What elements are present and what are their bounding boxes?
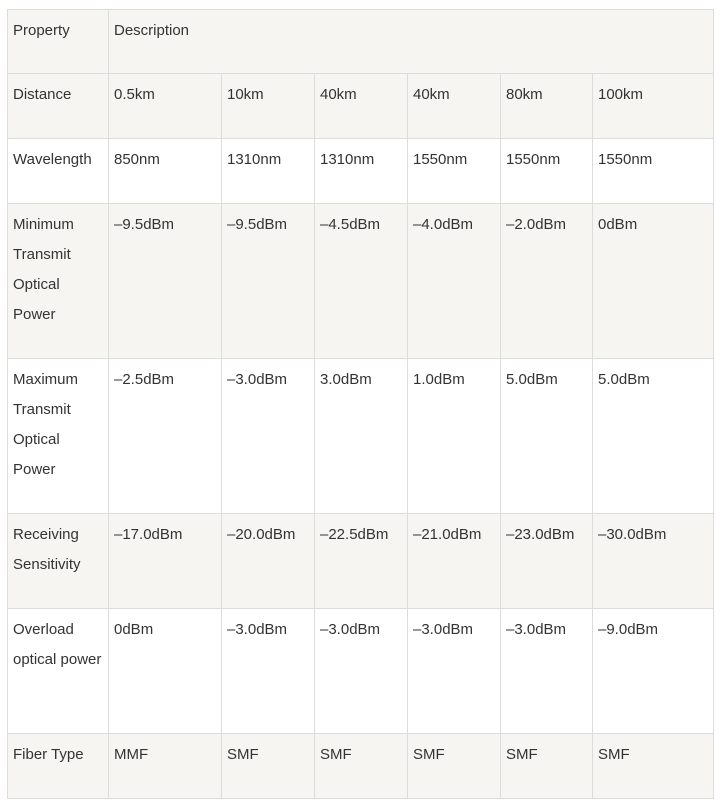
table-cell: 1310nm bbox=[315, 139, 408, 204]
table-cell: –4.0dBm bbox=[408, 204, 501, 359]
table-cell: –2.5dBm bbox=[109, 359, 222, 514]
row-label: Fiber Type bbox=[8, 734, 109, 799]
table-row-wavelength bbox=[8, 139, 714, 204]
table-cell: –3.0dBm bbox=[222, 359, 315, 514]
table-cell: 1550nm bbox=[501, 139, 593, 204]
table-cell: 5.0dBm bbox=[501, 359, 593, 514]
table-cell: 100km bbox=[593, 74, 714, 139]
table-cell: –9.5dBm bbox=[109, 204, 222, 359]
header-cell-description: Description bbox=[109, 10, 714, 74]
table-cell: –20.0dBm bbox=[222, 514, 315, 609]
table-cell: –3.0dBm bbox=[408, 609, 501, 734]
table-cell: 40km bbox=[408, 74, 501, 139]
table-cell: SMF bbox=[408, 734, 501, 799]
table-cell: 80km bbox=[501, 74, 593, 139]
table-cell: 1550nm bbox=[593, 139, 714, 204]
table-cell: 3.0dBm bbox=[315, 359, 408, 514]
table-cell: 850nm bbox=[109, 139, 222, 204]
row-label: Minimum Transmit Optical Power bbox=[8, 204, 109, 359]
row-label: Distance bbox=[8, 74, 109, 139]
table-cell: 0dBm bbox=[593, 204, 714, 359]
row-label: Overload optical power bbox=[8, 609, 109, 734]
table-cell: SMF bbox=[315, 734, 408, 799]
table-cell: –23.0dBm bbox=[501, 514, 593, 609]
table-cell: –2.0dBm bbox=[501, 204, 593, 359]
table-row-receiving-sensitivity bbox=[8, 514, 714, 609]
table-cell: –21.0dBm bbox=[408, 514, 501, 609]
header-cell-property: Property bbox=[8, 10, 109, 74]
table-row-min-transmit-power bbox=[8, 204, 714, 359]
table-cell: SMF bbox=[593, 734, 714, 799]
table-cell: 5.0dBm bbox=[593, 359, 714, 514]
table-cell: –3.0dBm bbox=[501, 609, 593, 734]
table-row-overload-power bbox=[8, 609, 714, 734]
table-cell: 1310nm bbox=[222, 139, 315, 204]
table-cell: 40km bbox=[315, 74, 408, 139]
table-cell: 1.0dBm bbox=[408, 359, 501, 514]
table-cell: 0.5km bbox=[109, 74, 222, 139]
row-label: Wavelength bbox=[8, 139, 109, 204]
table-row-max-transmit-power bbox=[8, 359, 714, 514]
table-cell: MMF bbox=[109, 734, 222, 799]
table-cell: –22.5dBm bbox=[315, 514, 408, 609]
table-cell: 0dBm bbox=[109, 609, 222, 734]
row-label: Receiving Sensitivity bbox=[8, 514, 109, 609]
table-row-fiber-type bbox=[8, 734, 714, 799]
table-cell: –3.0dBm bbox=[315, 609, 408, 734]
table-cell: –3.0dBm bbox=[222, 609, 315, 734]
table-cell: 1550nm bbox=[408, 139, 501, 204]
row-label: Maximum Transmit Optical Power bbox=[8, 359, 109, 514]
table-cell: –9.0dBm bbox=[593, 609, 714, 734]
table-cell: –17.0dBm bbox=[109, 514, 222, 609]
table-cell: 10km bbox=[222, 74, 315, 139]
spec-table bbox=[7, 9, 714, 799]
table-cell: SMF bbox=[222, 734, 315, 799]
table-cell: –30.0dBm bbox=[593, 514, 714, 609]
table-header-row bbox=[8, 10, 714, 74]
table-cell: –9.5dBm bbox=[222, 204, 315, 359]
table-cell: –4.5dBm bbox=[315, 204, 408, 359]
table-row-distance bbox=[8, 74, 714, 139]
table-cell: SMF bbox=[501, 734, 593, 799]
